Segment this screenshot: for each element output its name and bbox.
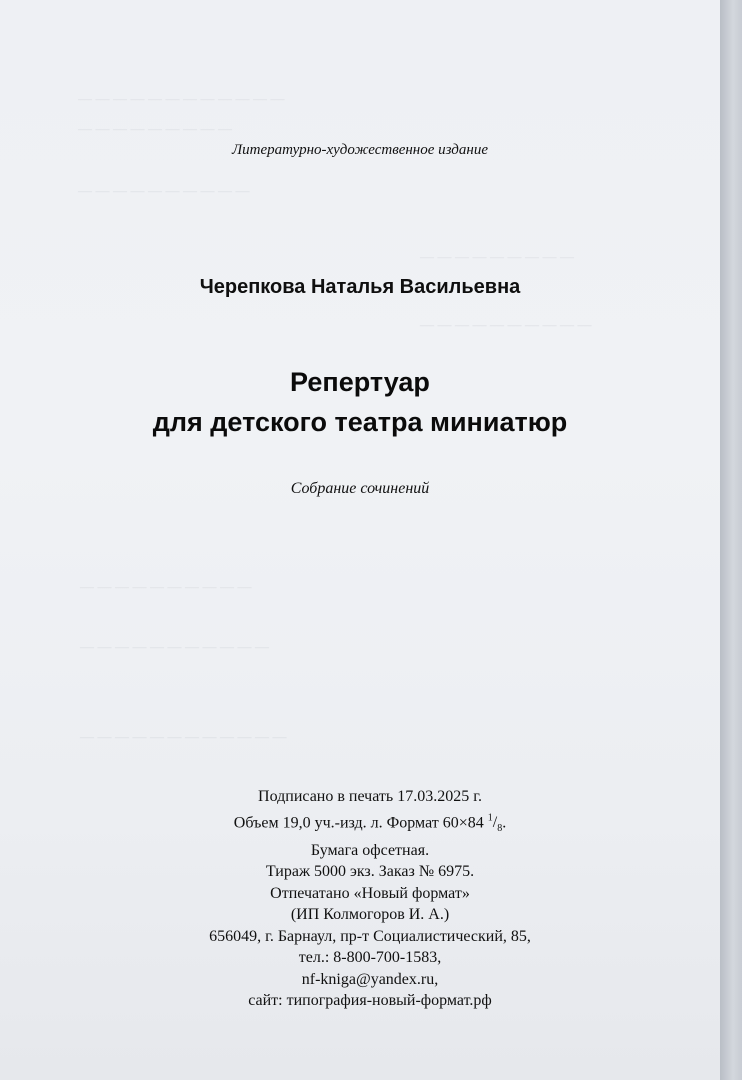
bleed-through-text: — — — — — — — — — — — — <box>80 730 287 745</box>
imprint-site: сайт: типография-новый-формат.рф <box>248 992 492 1010</box>
title-line-2: для детского театра миниатюр <box>152 407 568 437</box>
imprint-block <box>0 786 720 1012</box>
imprint-volume: Объем 19,0 уч.-изд. л. Формат 60×84 $^1/_8$. <box>233 812 507 835</box>
collection-label: Собрание сочинений <box>290 480 430 497</box>
title-line-1: Репертуар <box>290 367 430 397</box>
imprint-signed: Подписано в печать 17.03.2025 г. <box>258 788 482 805</box>
bleed-through-text: — — — — — — — — — — <box>420 318 592 333</box>
imprint-paper: Бумага офсетная. <box>310 841 430 859</box>
bleed-through-text: — — — — — — — — — — — — <box>78 92 285 107</box>
imprint-printed-by: Отпечатано «Новый формат» <box>270 884 470 902</box>
format-fraction: $^1/_8$ <box>487 812 503 835</box>
edition-type: Литературно-художественное издание <box>232 142 488 158</box>
imprint-ip: (ИП Колмогоров И. А.) <box>290 906 450 924</box>
bleed-through-text: — — — — — — — — — <box>78 122 232 137</box>
page-edge <box>720 0 742 1080</box>
bleed-through-text: — — — — — — — — — — <box>80 580 252 595</box>
imprint-phone: тел.: 8-800-700-1583, <box>298 949 442 967</box>
imprint-print-run: Тираж 5000 экз. Заказ № 6975. <box>265 863 475 881</box>
book-title <box>0 362 720 442</box>
imprint-email: nf-kniga@yandex.ru, <box>301 970 439 988</box>
bleed-through-text: — — — — — — — — — — <box>78 184 250 199</box>
bleed-through-text: — — — — — — — — — <box>420 250 574 265</box>
imprint-address: 656049, г. Барнаул, пр-т Социалистический, 85, <box>209 927 531 945</box>
bleed-through-text: — — — — — — — — — — — <box>80 640 269 655</box>
author-name: Черепкова Наталья Васильевна <box>199 276 521 298</box>
